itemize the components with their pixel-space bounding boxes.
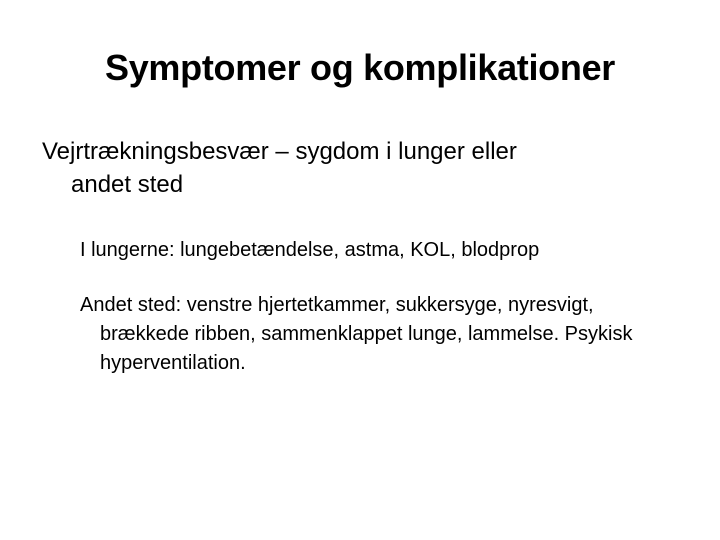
slide-title: Symptomer og komplikationer [105, 47, 615, 88]
bullet-level-2-lungs: I lungerne: lungebetændelse, astma, KOL, blodprop [80, 239, 540, 261]
bullet-level-1-line-1: Vejrtrækningsbesvær – sygdom i lunger eller [42, 138, 517, 165]
bullet-level-1 [42, 135, 662, 201]
bullet-level-1-line-2: andet sted [71, 171, 184, 198]
bullet-level-2-elsewhere: Andet sted: venstre hjertetkammer, sukkersyge, nyresvigt, brækkede ribben, sammenklappet lunge, lammelse. Psykisk hyperventilation. [80, 294, 633, 374]
